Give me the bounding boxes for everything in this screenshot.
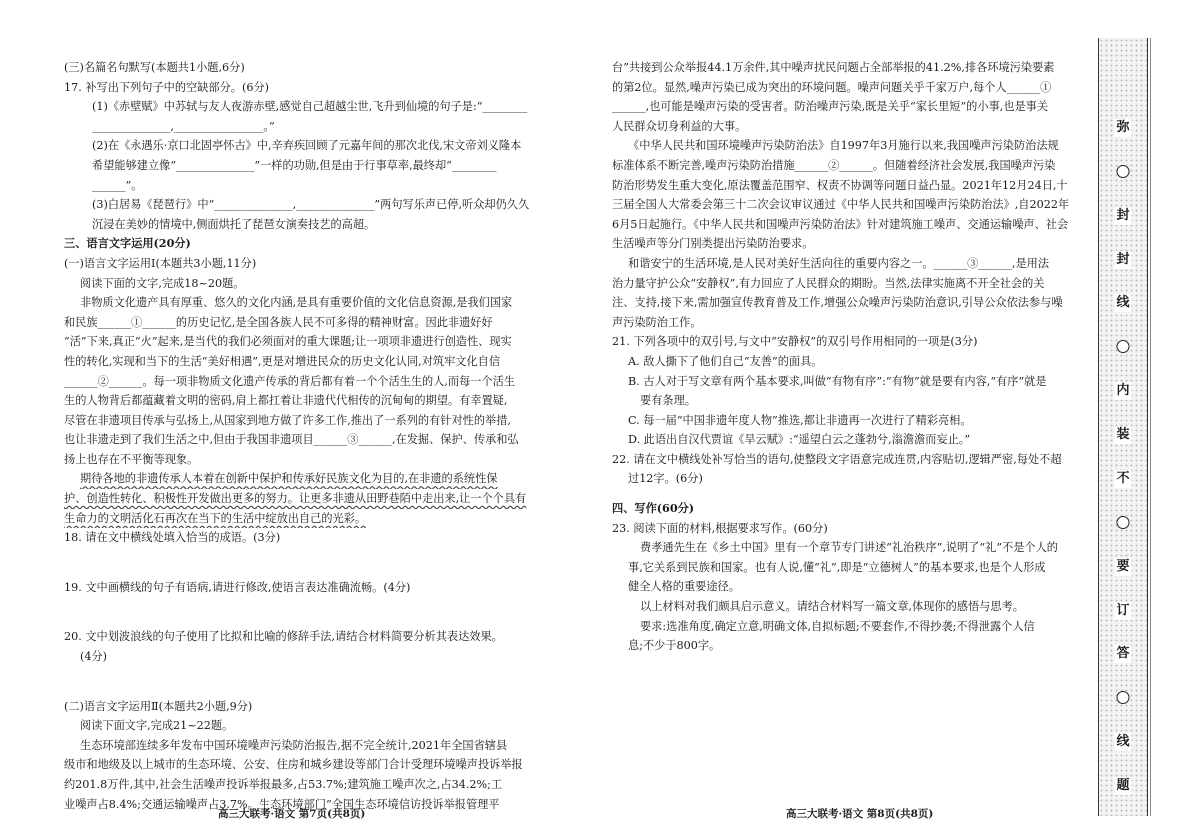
right-page-line: 过12字。(6分) [628,472,703,486]
left-page-line: (2)在《永遇乐·京口北固亭怀古》中,辛弃疾回顾了元嘉年间的那次北伐,宋文帝刘义隆本 [92,139,522,153]
left-page-line: 20. 文中划波浪线的句子使用了比拟和比喻的修辞手法,请结合材料简要分析其表达效果。 [64,630,503,644]
binding-rule-line [1150,38,1151,816]
left-page-line: (3)白居易《琵琶行》中“______________,______________”两句写乐声已停,听众却仍久久 [92,198,530,212]
right-page-line: C. 每一届“中国非遗年度人物”推选,都让非遗再一次进行了精彩亮相。 [628,413,972,427]
left-page-line: ______________,________________。” [92,119,275,133]
binding-seal-char: 内 [1116,383,1130,399]
left-page-line: 也让非遗走到了我们生活之中,但由于我国非遗项目______③______,在发掘、保护、传承和弘 [64,433,519,447]
left-page-line: (二)语言文字运用Ⅱ(本题共2小题,9分) [64,699,253,713]
left-page-line: 期待各地的非遗传承人本着在创新中保护和传承好民族文化为目的,在非遗的系统性保 [80,472,498,486]
right-page-line: 治力量守护公众“安静权”,有力回应了人民群众的期盼。当然,法律实施离不开全社会的关 [612,276,1045,290]
left-page-line: 级市和地级及以上城市的生态环境、公安、住房和城乡建设等部门合计受理环境噪声投诉举报 [64,758,523,772]
binding-seal-char: 线 [1116,734,1130,750]
left-page-line: 和民族______①______的历史记忆,是全国各族人民不可多得的精神财富。因此非遗好好 [64,315,493,329]
binding-seal-char: 封 [1116,207,1130,223]
left-page-line: (1)《赤壁赋》中苏轼与友人夜游赤壁,感觉自己超越尘世,飞升到仙境的句子是:“________ [92,100,528,114]
left-page-line: (三)名篇名句默写(本题共1小题,6分) [64,61,245,74]
right-page-line: 和谐安宁的生活环境,是人民对美好生活向往的重要内容之一。______③______,是用法 [628,256,1050,270]
right-page-line: 要求:选准角度,确定立意,明确文体,自拟标题;不要套作,不得抄袭;不得泄露个人信 [640,619,1035,633]
left-page-line: 性的转化,实现和当下的生活“美好相遇”,更是对增进民众的历史文化认同,对筑牢文化自信 [64,354,501,368]
right-page-line: 21. 下列各项中的双引号,与文中“安静权”的双引号作用相同的一项是(3分) [612,335,978,349]
binding-seal-char: 要 [1116,558,1130,574]
right-page-line: 23. 阅读下面的材料,根据要求写作。(60分) [612,521,828,535]
binding-seal-char: 不 [1116,470,1130,486]
left-page-line: “活”下来,真正“火”起来,是当代的我们必须面对的重大课题;让一项项非遗进行创造性、现实 [64,335,512,349]
binding-seal-char: 弥 [1116,120,1130,135]
left-page-footer: 高三大联考·语文 第7页(共8页) [218,808,366,820]
right-page [612,58,1090,656]
left-page-line: 约201.8万件,其中,社会生活噪声投诉举报最多,占53.7%;建筑施工噪声次之,占34.2%;工 [64,778,503,791]
left-page-line [64,667,548,697]
right-page-line: 注、支持,接下来,需加强宣传教育普及工作,增强公众噪声污染防治意识,引导公众依法参与噪 [612,296,1063,310]
right-page-line: 要有条理。 [640,394,696,408]
right-page-line: 生活噪声等分门别类提出污染防治要求。 [612,237,814,251]
binding-seal-char: 线 [1116,295,1130,311]
right-page-footer: 高三大联考·语文 第8页(共8页) [786,808,934,820]
binding-seal-char: 答 [1116,646,1130,662]
left-page-line: ______”。 [92,178,143,192]
left-page-line: (4分) [80,650,108,664]
right-page-line: 防治形势发生重大变化,原法覆盖范围窄、权责不协调等问题日益凸显。2021年12月24日,十 [612,178,1068,192]
left-page [64,58,548,814]
binding-seal-char: 封 [1116,251,1130,267]
left-page-line: 三、语言文字运用(20分) [64,236,191,251]
right-page-line: 事,它关系到民族和国家。也有人说,懂“礼”,即是“立德树人”的基本要求,也是个人形成 [628,560,1046,574]
left-page-line: 扬上也存在不平衡等现象。 [64,452,199,466]
right-page-line: 22. 请在文中横线处补写恰当的语句,使整段文字语意完成连贯,内容贴切,逻辑严密,每处不超 [612,452,1062,466]
left-page-line: 阅读下面文字,完成21~22题。 [80,719,234,733]
right-page-line: 费孝通先生在《乡土中国》里有一个章节专门讲述“礼治秩序”,说明了“礼”不是个人的 [640,541,1058,555]
right-page-line: 人民群众切身利益的大事。 [612,119,747,133]
left-page-line: 沉浸在美妙的情境中,侧面烘托了琵琶女演奏技艺的高超。 [92,217,376,231]
left-page-line: 尽管在非遗项目传承与弘扬上,从国家到地方做了许多工作,推出了一系列的有针对性的举措, [64,413,511,427]
left-page-line: 19. 文中画横线的句子有语病,请进行修改,使语言表达准确流畅。(4分) [64,580,411,594]
right-page-line: 以上材料对我们颇具启示意义。请结合材料写一篇文章,体现你的感悟与思考。 [640,600,1024,614]
left-page-line [64,597,548,627]
binding-seal-char: 订 [1116,602,1130,618]
right-page-line: 6月5日起施行。《中华人民共和国噪声污染防治法》针对建筑施工噪声、交通运输噪声、社会 [612,217,1069,231]
right-page-line: D. 此语出自汉代贾谊《旱云赋》:“遥望白云之蓬勃兮,滃澹澹而妄止。” [628,433,971,447]
right-page-line: B. 古人对于写文章有两个基本要求,叫做“有物有序”:“有物”就是要有内容,“有序”就是 [628,374,1047,388]
left-page-line: 生命力的文明活化石再次在当下的生活中绽放出自己的光彩。 [64,511,367,525]
left-page-line: 护、创造性转化、积极性开发做出更多的努力。让更多非遗从田野巷陌中走出来,让一个个具有 [64,492,527,506]
left-page-line: ______②______。每一项非物质文化遗产传承的背后都有着一个个活生生的人,而每一个活生 [64,374,516,388]
left-page-line: (一)语言文字运用Ⅰ(本题共3小题,11分) [64,256,257,270]
left-page-line [64,548,548,578]
binding-seal-strip [1098,38,1148,816]
right-page-line: A. 敌人撕下了他们自己“友善”的面具。 [628,354,823,368]
left-page-line: 生态环境部连续多年发布中国环境噪声污染防治报告,据不完全统计,2021年全国省辖县 [80,738,508,752]
binding-circle-icon [1117,516,1130,529]
binding-circle-icon [1117,340,1130,353]
binding-circle-icon [1117,165,1130,178]
left-page-line: 18. 请在文中横线处填入恰当的成语。(3分) [64,531,281,545]
left-page-line: 17. 补写出下列句子中的空缺部分。(6分) [64,80,270,94]
left-page-line: 生的人物背后都蕴藏着文明的密码,肩上都扛着让非遗代代相传的沉甸甸的期望。有幸置疑, [64,394,508,408]
binding-seal-char: 装 [1116,427,1130,443]
left-page-line: 非物质文化遗产具有厚重、悠久的文化内涵,是具有重要价值的文化信息资源,是我们国家 [80,296,513,310]
right-page-line: 四、写作(60分) [612,501,695,516]
right-page-line: ______,也可能是噪声污染的受害者。防治噪声污染,既是关乎“家长里短”的小事,也是事关 [612,100,1049,114]
right-page-line: 三届全国人大常委会第三十二次会议审议通过《中华人民共和国噪声污染防治法》,自2022年 [612,198,1070,212]
left-page-line: 业噪声占8.4%;交通运输噪声占3.7%。生态环境部门“全国生态环境信访投诉举报管理平 [64,797,500,811]
right-page-line: 的第2位。显然,噪声污染已成为突出的环境问题。噪声问题关乎千家万户,每个人______① [612,80,1052,94]
left-page-line: 希望能够建立像“______________”一样的功勋,但是由于行事草率,最终却“________ [92,158,497,172]
right-page-line [612,489,1090,499]
binding-circle-icon [1117,691,1130,704]
left-page-line: 阅读下面的文字,完成18~20题。 [80,276,245,290]
right-page-line: 息;不少于800字。 [628,639,721,653]
right-page-line: 《中华人民共和国环境噪声污染防治法》自1997年3月施行以来,我国噪声污染防治法规 [628,139,1059,153]
right-page-line: 声污染防治工作。 [612,315,702,329]
right-page-line: 标准体系不断完善,噪声污染防治措施______②______。但随着经济社会发展,我国噪声污染 [612,158,1056,172]
binding-seal-char: 题 [1116,778,1130,793]
right-page-line: 台”共接到公众举报44.1万余件,其中噪声扰民问题占全部举报的41.2%,排各环境污染要素 [612,61,1055,74]
right-page-line: 健全人格的重要途径。 [628,580,740,594]
